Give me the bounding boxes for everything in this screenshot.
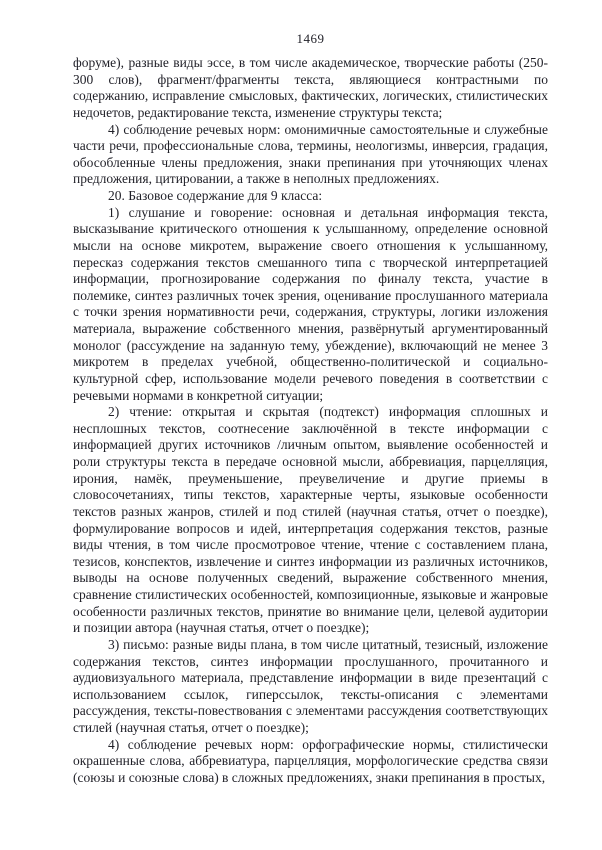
paragraph-item-2-reading: 2) чтение: открытая и скрытая (подтекст) информация сплошных и несплошных текстов, соотнесение заключённой в тексте информации с информацией других источников /личным опытом, выявление особенностей и роли структуры текста в передаче основной мысли, аббревиация, парцелляция, ирония, намёк, преуменьшение, преувеличение и другие приемы в словосочетаниях, типы текстов, характерные черты, языковые особенности текстов разных жанров, стилей и под стилей (научная статья, отчет о поездке), формулирование вопросов и идей, интерпретация содержания текстов, разные виды чтения, в том числе просмотровое чтение, чтение с составлением плана, тезисов, конспектов, извлечение и синтез информации из различных источников, выводы на основе полученных сведений, выражение собственного мнения, сравнение стилистических особенностей, композиционные, языковые и жанровые особенности различных текстов, принятие во внимание цели, целевой аудитории и позиции автора (научная статья, отчет о поездке); bbox=[73, 404, 548, 636]
section-heading-grade-9-basic-content: 20. Базовое содержание для 9 класса: bbox=[108, 188, 323, 203]
paragraph-essay-types-continued: форуме), разные виды эссе, в том числе академическое, творческие работы (250-300 слов), фрагмент/фрагменты текста, являющиеся контрастными по содержанию, исправление смысловых, фактических, логических, стилистических недочетов, редактирование текста, изменение структуры текста; bbox=[73, 55, 548, 120]
paragraph-item-4-speech-norms: 4) соблюдение речевых норм: омонимичные самостоятельные и служебные части речи, профессиональные слова, термины, неологизмы, инверсия, градация, обособленные члены предложения, знаки препинания при уточняющих членах предложения, цитировании, а также в неполных предложениях. bbox=[73, 121, 548, 187]
paragraph-item-1-listening-speaking: 1) слушание и говорение: основная и детальная информация текста, высказывание критического отношения к услышанному, определение основной мысли на основе микротем, выражение своего отношения к услышанному, пересказ содержания текстов смешанного типа с творческой интерпретацией информации, прогнозирование содержания по финалу текста, участие в полемике, синтез различных точек зрения, оценивание прослушанного материала с точки зрения нормативности речи, содержания, структуры, логики изложения материала, выражение собственного мнения, развёрнутый аргументированный монолог (рассуждение на заданную тему, убеждение), включающий не менее 3 микротем в пределах учебной, общественно-политической и социально-культурной сфер, использование модели речевого поведения в соответствии с речевыми нормами в конкретной ситуации; bbox=[73, 204, 548, 403]
page-number: 1469 bbox=[296, 31, 325, 46]
paragraph-item-3-writing: 3) письмо: разные виды плана, в том числе цитатный, тезисный, изложение содержания текстов, синтез информации прослушанного, прочитанного и аудиовизуального материала, представление информации в виде презентаций с использованием ссылок, гиперссылок, тексты-описания с элементами рассуждения, тексты-повествования с элементами рассуждения соответствующих стилей (научная статья, отчет о поездке); bbox=[73, 636, 548, 735]
document-body bbox=[73, 55, 548, 787]
paragraph-item-4-speech-norms-grade9: 4) соблюдение речевых норм: орфографические нормы, стилистически окрашенные слова, аббревиатура, парцелляция, морфологические средства связи (союзы и союзные слова) в сложных предложениях, знаки препинания в простых, bbox=[73, 736, 548, 785]
